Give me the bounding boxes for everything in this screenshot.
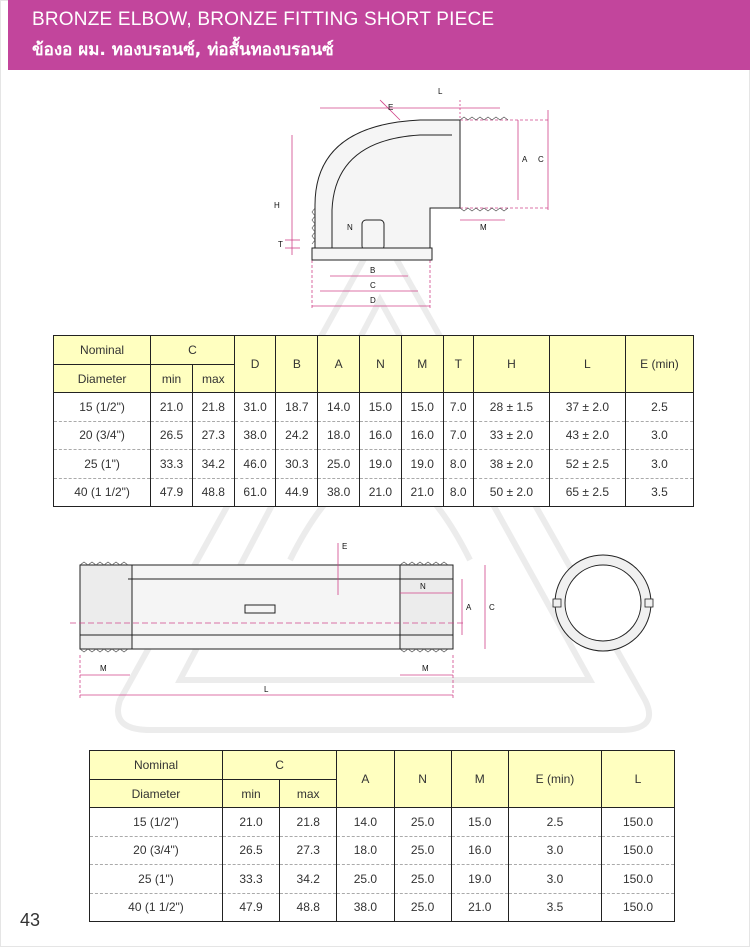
label-m: M — [480, 223, 487, 232]
label-l: L — [438, 87, 443, 96]
table-cell: 28 ± 1.5 — [473, 393, 549, 422]
table-cell: 25.0 — [394, 865, 451, 894]
table-cell: 3.0 — [625, 450, 693, 479]
table-cell: 25.0 — [394, 808, 451, 837]
title-thai: ข้องอ ผม. ทองบรอนซ์, ท่อสั้นทองบรอนซ์ — [32, 40, 334, 60]
table-cell: 34.2 — [280, 865, 337, 894]
table-cell: 27.3 — [192, 421, 234, 450]
header-diameter: Diameter — [54, 365, 151, 393]
header-diameter: Diameter — [90, 780, 223, 808]
table-cell: 21.8 — [280, 808, 337, 837]
table-cell: 19.0 — [360, 450, 402, 479]
label-m-left: M — [100, 664, 107, 673]
table-cell: 20 (3/4") — [90, 836, 223, 865]
table-cell: 15.0 — [401, 393, 443, 422]
table-cell: 2.5 — [508, 808, 601, 837]
label-e: E — [388, 103, 394, 112]
header-e-min: E (min) — [508, 751, 601, 808]
table-cell: 15 (1/2") — [54, 393, 151, 422]
table-cell: 18.0 — [318, 421, 360, 450]
table-cell: 14.0 — [318, 393, 360, 422]
header-min: min — [151, 365, 193, 393]
header-max: max — [280, 780, 337, 808]
table-cell: 20 (3/4") — [54, 421, 151, 450]
table-cell: 14.0 — [337, 808, 394, 837]
header-t: T — [443, 336, 473, 393]
table-row — [90, 808, 675, 837]
short-piece-drawing — [70, 535, 680, 705]
table-cell: 16.0 — [401, 421, 443, 450]
table-cell: 24.2 — [276, 421, 318, 450]
page-number: 43 — [20, 910, 41, 930]
table-cell: 21.0 — [151, 393, 193, 422]
table-cell: 43 ± 2.0 — [549, 421, 625, 450]
table-cell: 26.5 — [151, 421, 193, 450]
page-header — [8, 0, 750, 70]
table-cell: 40 (1 1/2") — [54, 478, 151, 507]
table-cell: 150.0 — [602, 836, 675, 865]
table-cell: 15 (1/2") — [90, 808, 223, 837]
table-cell: 33.3 — [222, 865, 279, 894]
table-row — [90, 836, 675, 865]
elbow-drawing — [270, 80, 560, 320]
table-cell: 38.0 — [234, 421, 276, 450]
table-cell: 48.8 — [280, 893, 337, 922]
table-cell: 16.0 — [360, 421, 402, 450]
header-c: C — [151, 336, 235, 365]
label-l: L — [264, 685, 269, 694]
table-row — [54, 421, 694, 450]
table-cell: 150.0 — [602, 808, 675, 837]
table-cell: 34.2 — [192, 450, 234, 479]
table-cell: 150.0 — [602, 893, 675, 922]
header-m: M — [401, 336, 443, 393]
table-cell: 47.9 — [151, 478, 193, 507]
header-min: min — [222, 780, 279, 808]
table-cell: 21.8 — [192, 393, 234, 422]
label-m-right: M — [422, 664, 429, 673]
table-cell: 18.0 — [337, 836, 394, 865]
table-cell: 8.0 — [443, 450, 473, 479]
label-d: D — [370, 296, 376, 305]
label-n: N — [347, 223, 353, 232]
table-cell: 8.0 — [443, 478, 473, 507]
table-cell: 25.0 — [337, 865, 394, 894]
table-cell: 25 (1") — [54, 450, 151, 479]
header-l: L — [602, 751, 675, 808]
header-l: L — [549, 336, 625, 393]
label-c: C — [489, 603, 495, 612]
table-cell: 50 ± 2.0 — [473, 478, 549, 507]
table-cell: 47.9 — [222, 893, 279, 922]
table-cell: 26.5 — [222, 836, 279, 865]
header-c: C — [222, 751, 336, 780]
table-cell: 21.0 — [222, 808, 279, 837]
label-h: H — [274, 201, 280, 210]
table-cell: 33.3 — [151, 450, 193, 479]
header-a: A — [318, 336, 360, 393]
table-cell: 48.8 — [192, 478, 234, 507]
table-cell: 27.3 — [280, 836, 337, 865]
table-cell: 40 (1 1/2") — [90, 893, 223, 922]
label-a: A — [466, 603, 472, 612]
table-cell: 33 ± 2.0 — [473, 421, 549, 450]
table-cell: 15.0 — [451, 808, 508, 837]
table-cell: 19.0 — [451, 865, 508, 894]
table-row — [90, 865, 675, 894]
label-t: T — [278, 240, 283, 249]
label-e: E — [342, 542, 348, 551]
table-cell: 7.0 — [443, 393, 473, 422]
header-b: B — [276, 336, 318, 393]
table-row — [90, 893, 675, 922]
short-piece-spec-table — [89, 750, 675, 922]
table-cell: 38.0 — [337, 893, 394, 922]
table-cell: 21.0 — [401, 478, 443, 507]
table-cell: 3.0 — [625, 421, 693, 450]
table-row — [54, 450, 694, 479]
table-cell: 37 ± 2.0 — [549, 393, 625, 422]
label-a: A — [522, 155, 528, 164]
header-nominal: Nominal — [90, 751, 223, 780]
table-cell: 61.0 — [234, 478, 276, 507]
table-cell: 25.0 — [318, 450, 360, 479]
table-cell: 52 ± 2.5 — [549, 450, 625, 479]
label-b: B — [370, 266, 376, 275]
header-nominal: Nominal — [54, 336, 151, 365]
table-cell: 38.0 — [318, 478, 360, 507]
table-cell: 38 ± 2.0 — [473, 450, 549, 479]
table-cell: 30.3 — [276, 450, 318, 479]
table-cell: 21.0 — [451, 893, 508, 922]
table-cell: 25.0 — [394, 893, 451, 922]
header-d: D — [234, 336, 276, 393]
header-h: H — [473, 336, 549, 393]
header-max: max — [192, 365, 234, 393]
table-cell: 3.5 — [508, 893, 601, 922]
table-cell: 25.0 — [394, 836, 451, 865]
label-n: N — [420, 582, 426, 591]
table-row — [54, 393, 694, 422]
table-cell: 15.0 — [360, 393, 402, 422]
label-c-bottom: C — [370, 281, 376, 290]
table-cell: 46.0 — [234, 450, 276, 479]
table-cell: 19.0 — [401, 450, 443, 479]
elbow-spec-table — [53, 335, 694, 507]
table-cell: 2.5 — [625, 393, 693, 422]
table-cell: 7.0 — [443, 421, 473, 450]
table-cell: 31.0 — [234, 393, 276, 422]
header-e-min: E (min) — [625, 336, 693, 393]
table-cell: 16.0 — [451, 836, 508, 865]
table-cell: 3.5 — [625, 478, 693, 507]
table-cell: 65 ± 2.5 — [549, 478, 625, 507]
header-n: N — [394, 751, 451, 808]
table-row — [54, 478, 694, 507]
table-cell: 44.9 — [276, 478, 318, 507]
header-m: M — [451, 751, 508, 808]
table-cell: 21.0 — [360, 478, 402, 507]
table-cell: 18.7 — [276, 393, 318, 422]
table-cell: 150.0 — [602, 865, 675, 894]
header-n: N — [360, 336, 402, 393]
header-a: A — [337, 751, 394, 808]
table-cell: 25 (1") — [90, 865, 223, 894]
title-english: BRONZE ELBOW, BRONZE FITTING SHORT PIECE — [32, 9, 495, 30]
table-cell: 3.0 — [508, 865, 601, 894]
label-c: C — [538, 155, 544, 164]
table-cell: 3.0 — [508, 836, 601, 865]
